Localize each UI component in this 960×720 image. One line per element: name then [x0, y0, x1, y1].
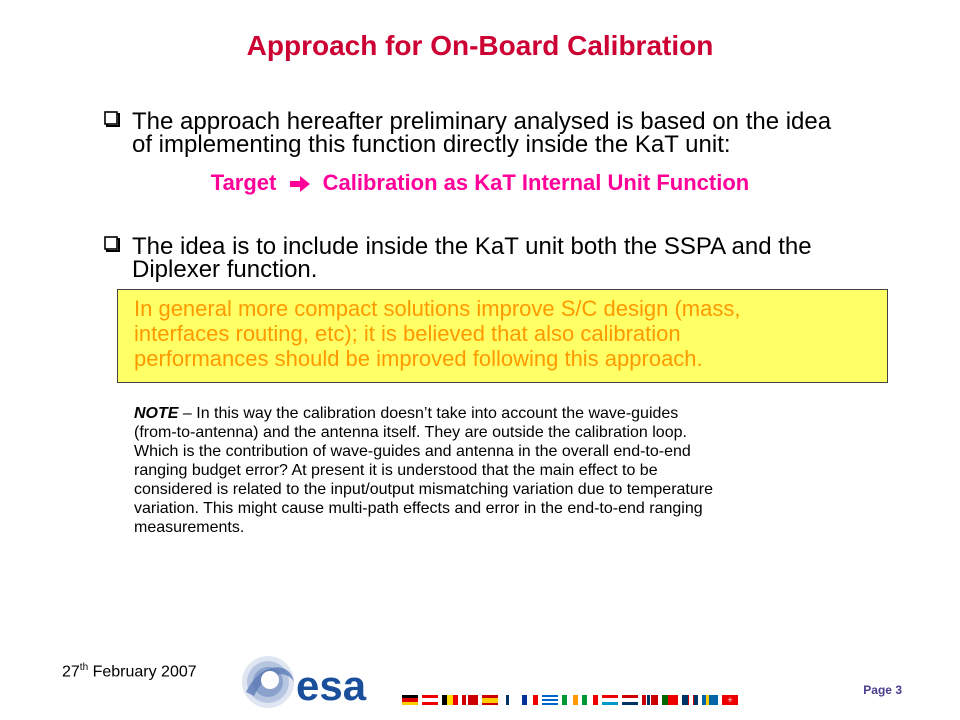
- checkbox-bullet-icon: [104, 111, 120, 127]
- note-paragraph: [134, 404, 894, 537]
- checkbox-bullet-icon: [104, 236, 120, 252]
- flag-finland-icon: [502, 695, 518, 705]
- flag-uk-icon: [682, 695, 698, 705]
- flag-denmark-icon: [462, 695, 478, 705]
- flag-portugal-icon: [662, 695, 678, 705]
- flag-netherlands-icon: [622, 695, 638, 705]
- bullet-1-line-1: The approach hereafter preliminary analysed is based on the idea: [132, 108, 832, 135]
- note-line-1: – In this way the calibration doesn’t take into account the wave-guides: [178, 405, 679, 422]
- date-rest: February 2007: [88, 663, 197, 681]
- flag-greece-icon: [542, 695, 558, 705]
- target-suffix: Calibration as KaT Internal Unit Function: [322, 170, 750, 195]
- date-suffix: th: [79, 662, 89, 673]
- bullet-2-line-1: The idea is to include inside the KaT unit both the SSPA and the: [132, 233, 812, 260]
- flag-norway-icon: [642, 695, 658, 705]
- flag-belgium-icon: [442, 695, 458, 705]
- page-number: Page 3: [863, 683, 902, 697]
- flag-spain-icon: [482, 695, 498, 705]
- note-line-7: measurements.: [134, 519, 245, 536]
- footer-date: [62, 662, 197, 681]
- flag-sweden-icon: [702, 695, 718, 705]
- note-line-3: Which is the contribution of wave-guides and antenna in the overall end-to-end: [134, 443, 691, 460]
- note-line-4: ranging budget error? At present it is understood that the main effect to be: [134, 462, 658, 479]
- note-label: NOTE: [134, 405, 179, 422]
- flag-ireland-icon: [562, 695, 578, 705]
- highlight-line-3: performances should be improved following this approach.: [134, 346, 703, 371]
- bullet-1: [104, 110, 894, 156]
- bullet-2-line-2: Diplexer function.: [132, 256, 318, 283]
- esa-logo: [240, 652, 400, 712]
- slide-title: Approach for On-Board Calibration: [246, 30, 714, 61]
- flag-germany-icon: [402, 695, 418, 705]
- target-statement: [0, 170, 960, 196]
- esa-logo-text: esa: [296, 662, 367, 709]
- note-line-6: variation. This might cause multi-path effects and error in the end-to-end ranging: [134, 500, 703, 517]
- flag-luxembourg-icon: [602, 695, 618, 705]
- right-arrow-icon: [289, 175, 311, 193]
- note-line-2: (from-to-antenna) and the antenna itself. They are outside the calibration loop.: [134, 424, 687, 441]
- flag-austria-icon: [422, 695, 438, 705]
- flag-switzerland-icon: +: [722, 695, 738, 705]
- bullet-2: [104, 235, 894, 281]
- flag-italy-icon: [582, 695, 598, 705]
- flags-strip: [402, 695, 738, 705]
- target-prefix: Target: [210, 170, 277, 195]
- highlight-line-1: In general more compact solutions improve S/C design (mass,: [134, 296, 741, 321]
- bullet-1-line-2: of implementing this function directly inside the KaT unit:: [132, 131, 731, 158]
- highlight-text: [134, 296, 884, 371]
- flag-france-icon: [522, 695, 538, 705]
- date-day: 27: [62, 663, 80, 681]
- highlight-line-2: interfaces routing, etc); it is believed that also calibration: [134, 321, 681, 346]
- note-line-5: considered is related to the input/output mismatching variation due to temperature: [134, 481, 713, 498]
